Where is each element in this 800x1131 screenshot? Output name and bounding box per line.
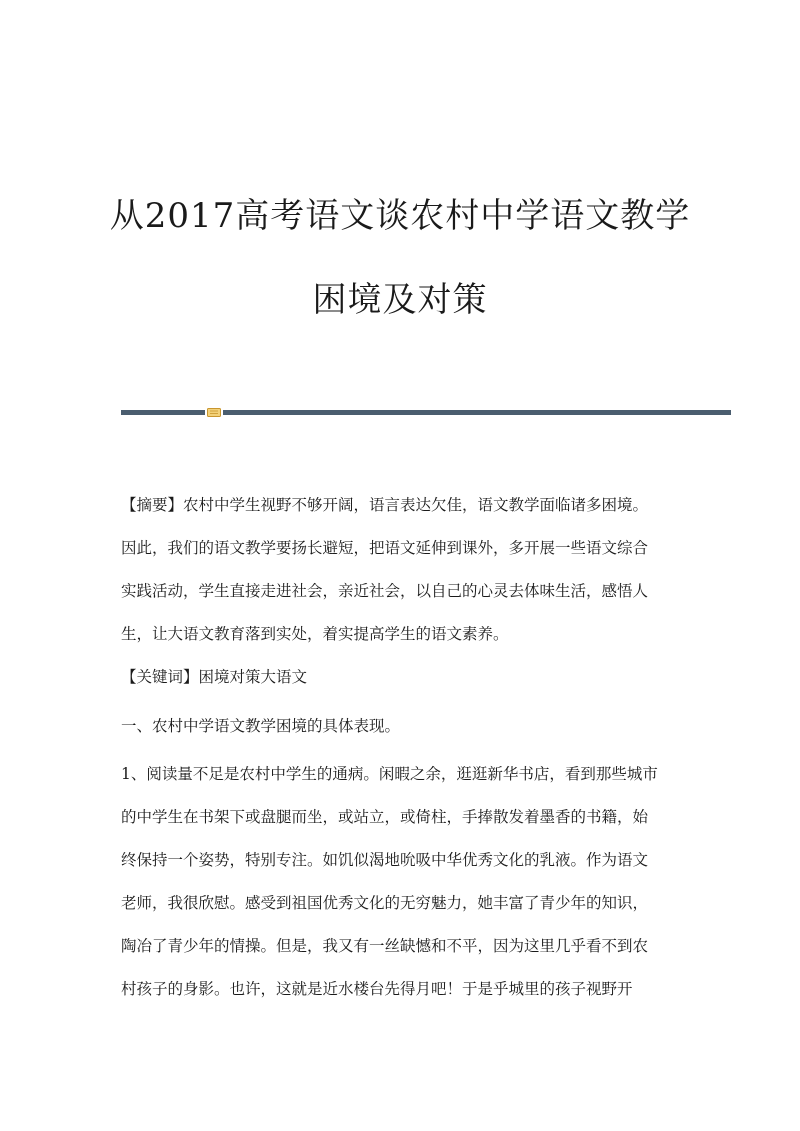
paragraph-1-line-5: 陶冶了青少年的情操。但是，我又有一丝缺憾和不平，因为这里几乎看不到农 [121,937,649,955]
paragraph-1-line-3: 终保持一个姿势，特别专注。如饥似渴地吮吸中华优秀文化的乳液。作为语文 [121,851,649,869]
title-line-2: 困境及对策 [312,280,488,320]
paragraph-1-line-4: 老师，我很欣慰。感受到祖国优秀文化的无穷魅力，她丰富了青少年的知识， [121,894,649,912]
abstract-line-3: 实践活动，学生直接走进社会，亲近社会，以自己的心灵去体味生活，感悟人 [121,582,649,600]
divider-right-segment [223,410,731,415]
keywords-line: 【关键词】困境对策大语文 [121,668,308,686]
abstract-line-4: 生，让大语文教育落到实处，着实提高学生的语文素养。 [121,625,509,643]
title-divider [121,408,731,416]
paragraph-1-line-2: 的中学生在书架下或盘腿而坐，或站立，或倚柱，手捧散发着墨香的书籍，始 [121,808,649,826]
title-line-1: 从2017高考语文谈农村中学语文教学 [109,196,691,236]
book-icon [207,408,221,417]
section-heading: 一、农村中学语文教学困境的具体表现。 [121,717,401,735]
divider-left-segment [121,410,205,415]
abstract-line-1: 【摘要】农村中学生视野不够开阔，语言表达欠佳，语文教学面临诸多困境。 [121,496,649,514]
paragraph-1-line-6: 村孩子的身影。也许，这就是近水楼台先得月吧！于是乎城里的孩子视野开 [121,980,633,998]
abstract-line-2: 因此，我们的语文教学要扬长避短，把语文延伸到课外，多开展一些语文综合 [121,539,649,557]
paragraph-1-line-1: 1、阅读量不足是农村中学生的通病。闲暇之余，逛逛新华书店，看到那些城市 [121,765,658,783]
